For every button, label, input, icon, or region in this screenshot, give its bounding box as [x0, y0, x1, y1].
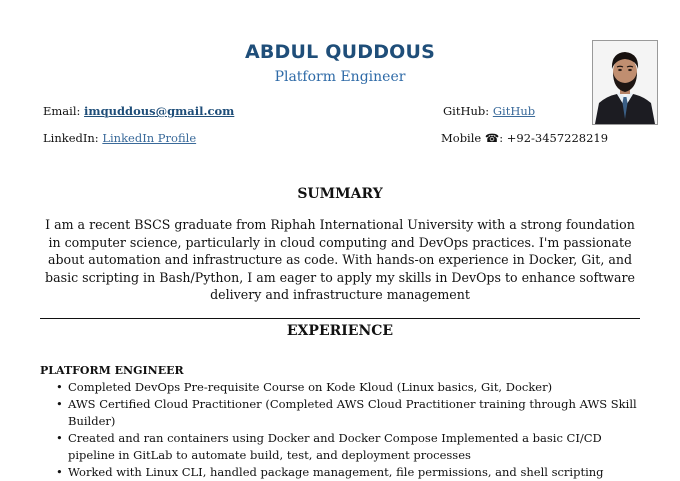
mobile-label: Mobile: [441, 131, 485, 145]
github-contact: [443, 104, 535, 118]
list-item: [56, 464, 640, 481]
summary-heading: SUMMARY: [297, 186, 383, 202]
candidate-name: ABDUL QUDDOUS: [244, 41, 436, 63]
list-item: [56, 430, 640, 464]
bullet-icon: •: [56, 431, 63, 445]
section-divider: [40, 318, 640, 319]
candidate-role: Platform Engineer: [274, 69, 406, 85]
experience-bullet-list: [56, 379, 640, 481]
profile-photo-image: [593, 41, 657, 124]
linkedin-contact: [43, 131, 196, 145]
bullet-text: Completed DevOps Pre-requisite Course on Kode Kloud (Linux basics, Git, Docker): [68, 380, 553, 394]
mobile-number: : +92-3457228219: [499, 131, 609, 145]
phone-icon: ☎: [484, 131, 500, 145]
linkedin-label: LinkedIn:: [43, 131, 103, 145]
github-label: GitHub:: [443, 104, 493, 118]
github-link[interactable]: GitHub: [492, 104, 536, 118]
bullet-text: Worked with Linux CLI, handled package management, file permissions, and shell scripting: [68, 465, 604, 479]
profile-photo: [592, 40, 658, 125]
email-link[interactable]: imquddous@gmail.com: [84, 104, 235, 118]
list-item: [56, 379, 640, 396]
email-label: Email:: [43, 104, 85, 118]
email-contact: [43, 104, 234, 118]
bullet-icon: •: [56, 380, 63, 394]
job-title: PLATFORM ENGINEER: [40, 364, 184, 377]
bullet-text: Created and ran containers using Docker and Docker Compose Implemented a basic CI/CD pipeline in GitLab to automate build, test, and deployment processes: [68, 431, 602, 462]
bullet-icon: •: [56, 465, 63, 479]
summary-text: I am a recent BSCS graduate from Riphah International University with a strong foundation in computer science, particularly in cloud computing and DevOps practices. I'm passionate about automation and infrastructure as code. With hands-on experience in Docker, Git, and basic scripting in Bash/Python, I am eager to apply my skills in DevOps to enhance software delivery and infrastructure management: [45, 217, 635, 302]
bullet-text: AWS Certified Cloud Practitioner (Completed AWS Cloud Practitioner training through AWS Skill Builder): [68, 397, 637, 428]
mobile-contact: [441, 131, 608, 145]
linkedin-link[interactable]: LinkedIn Profile: [102, 131, 197, 145]
experience-heading: EXPERIENCE: [286, 323, 394, 339]
bullet-icon: •: [56, 397, 63, 411]
list-item: [56, 396, 640, 430]
